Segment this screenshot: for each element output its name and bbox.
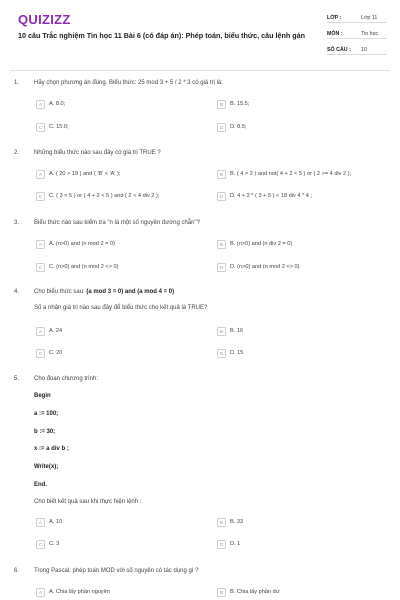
option-letter-box: C [36, 263, 45, 272]
option-letter-box: B [217, 240, 226, 249]
meta-key: SỐ CÂU : [327, 46, 351, 53]
worksheet-title: 10 câu Trắc nghiệm Tin học 11 Bài 6 (có đáp án): Phép toán, biểu thức, câu lệnh gán [18, 31, 306, 40]
meta-value: 10 [361, 46, 367, 53]
option-letter-box: C [36, 123, 45, 132]
option-b[interactable] [217, 239, 292, 249]
option-d[interactable] [217, 348, 243, 358]
option-c[interactable] [36, 191, 159, 201]
option-b[interactable] [217, 169, 351, 179]
option-text: D. 4 + 2 * ( 3 + 5 ) < 18 div 4 * 4 ; [230, 193, 312, 199]
option-text: B. 15.5; [230, 101, 250, 107]
option-letter-box: C [36, 349, 45, 358]
option-text: A. 8.0; [49, 101, 66, 107]
option-a[interactable] [36, 517, 62, 527]
option-d[interactable] [217, 539, 240, 549]
code-line: b := 30; [34, 429, 56, 435]
option-letter-box: B [217, 327, 226, 336]
option-letter-box: A [36, 327, 45, 336]
meta-row-class [327, 13, 387, 23]
worksheet-meta [327, 13, 387, 61]
option-c[interactable] [36, 539, 59, 549]
code-line: x := a div b ; [34, 446, 69, 452]
question-number: 2. [14, 150, 20, 156]
option-text: B. ( 4 > 2 ) and not( 4 + 2 < 5 ) or ( 2 >= 4 div 2 ); [230, 171, 352, 177]
option-letter-box: A [36, 240, 45, 249]
option-text: B. Chia lấy phần dư [230, 589, 280, 595]
option-d[interactable] [217, 262, 300, 272]
option-letter-box: D [217, 349, 226, 358]
option-letter-box: B [217, 588, 226, 597]
option-text: C. 3 [49, 541, 60, 547]
option-a[interactable] [36, 239, 115, 249]
option-letter-box: A [36, 170, 45, 179]
question-number: 4. [14, 289, 20, 295]
option-c[interactable] [36, 262, 119, 272]
meta-row-count [327, 45, 387, 55]
option-text: A. Chia lấy phần nguyên [49, 589, 110, 595]
option-text: C. (n>0) and (n mod 2 <> 0) [49, 264, 119, 270]
code-line: Begin [34, 393, 51, 399]
question-prompt: Những biểu thức nào sau đây có giá trị TRUE ? [34, 150, 161, 156]
meta-value: Lớp 11 [361, 14, 378, 21]
option-letter-box: D [217, 540, 226, 549]
option-a[interactable] [36, 587, 110, 597]
option-text: D. 8.5; [230, 124, 247, 130]
option-a[interactable] [36, 326, 62, 336]
question-prompt: Cho đoạn chương trình: [34, 376, 98, 382]
option-text: C. 20 [49, 350, 63, 356]
option-text: A. (n>0) and (n mod 2 = 0) [49, 241, 115, 247]
quizizz-logo: QUIZIZZ [18, 12, 71, 27]
option-letter-box: B [217, 170, 226, 179]
option-letter-box: A [36, 100, 45, 109]
question-number: 6. [14, 568, 20, 574]
meta-value: Tin học [361, 30, 379, 37]
option-text: B. (n>0) and (n div 2 = 0) [230, 241, 293, 247]
option-letter-box: D [217, 192, 226, 201]
question-prompt-text: Cho biểu thức sau: [34, 289, 87, 295]
option-letter-box: B [217, 518, 226, 527]
question-prompt: Trong Pascal, phép toán MOD với số nguyên có tác dụng gì ? [34, 568, 199, 574]
option-letter-box: D [217, 263, 226, 272]
option-text: A. 24 [49, 328, 63, 334]
option-b[interactable] [217, 99, 249, 109]
header-divider [10, 70, 390, 71]
option-a[interactable] [36, 169, 120, 179]
option-c[interactable] [36, 122, 69, 132]
option-text: C. ( 3 < 5 ) or ( 4 + 2 < 5 ) and ( 2 < 4 div 2 ); [49, 193, 160, 199]
option-text: B. 33 [230, 519, 244, 525]
question-subprompt: Cho biết kết quả sau khi thực hiện lệnh : [34, 499, 142, 505]
question-prompt: Hãy chọn phương án đúng. Biểu thức: 25 mod 3 + 5 / 2 * 3 có giá trị là: [34, 80, 223, 86]
question-number: 1. [14, 80, 20, 86]
option-text: D. 1 [230, 541, 241, 547]
option-letter-box: C [36, 192, 45, 201]
code-line: Write(x); [34, 464, 59, 470]
question-number: 5. [14, 376, 20, 382]
meta-key: LỚP : [327, 14, 342, 21]
question-subprompt: Số a nhận giá trị nào sau đây để biểu thức cho kết quả là TRUE? [34, 305, 208, 311]
option-b[interactable] [217, 326, 243, 336]
option-a[interactable] [36, 99, 65, 109]
option-b[interactable] [217, 517, 243, 527]
option-d[interactable] [217, 191, 312, 201]
option-text: C. 15.0; [49, 124, 69, 130]
option-letter-box: C [36, 540, 45, 549]
question-expression: (a mod 3 = 0) and (a mod 4 = 0) [86, 289, 175, 295]
code-line: a := 100; [34, 411, 59, 417]
option-c[interactable] [36, 348, 62, 358]
code-line: End. [34, 482, 47, 488]
worksheet-header [0, 0, 400, 76]
meta-key: MÔN : [327, 30, 343, 37]
option-letter-box: D [217, 123, 226, 132]
question-prompt [34, 289, 174, 295]
option-letter-box: A [36, 588, 45, 597]
option-letter-box: A [36, 518, 45, 527]
question-prompt: Biểu thức nào sau kiểm tra "n là một số nguyên dương chẵn"? [34, 220, 200, 226]
option-text: A. ( 20 > 19 ) and ( 'B' < 'A' ); [49, 171, 121, 177]
option-letter-box: B [217, 100, 226, 109]
option-b[interactable] [217, 587, 279, 597]
option-text: D. (n>0) and (n mod 2 <> 0) [230, 264, 300, 270]
question-number: 3. [14, 220, 20, 226]
option-text: B. 16 [230, 328, 244, 334]
option-text: A. 10 [49, 519, 63, 525]
option-text: D. 15 [230, 350, 244, 356]
meta-row-subject [327, 29, 387, 39]
option-d[interactable] [217, 122, 246, 132]
